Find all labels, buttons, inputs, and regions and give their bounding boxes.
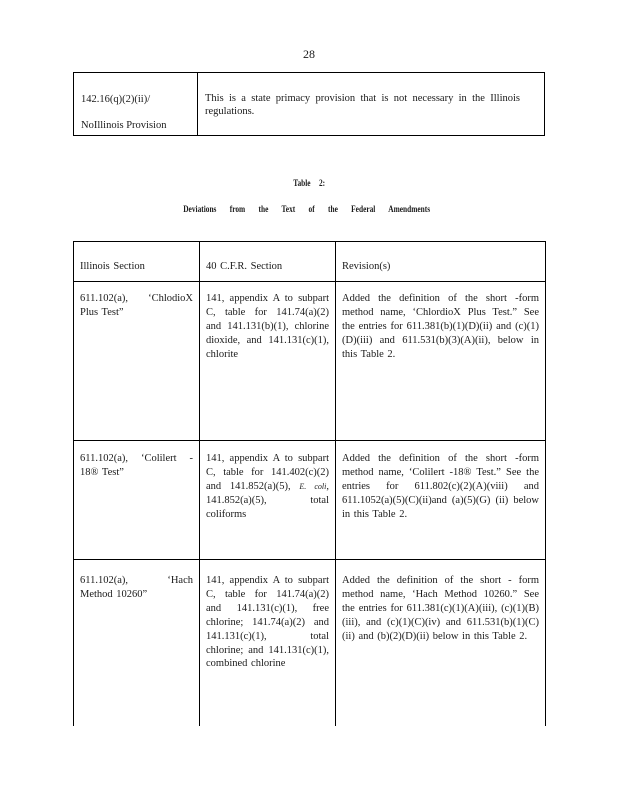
header-revisions: Revision(s) (336, 242, 546, 282)
page-number: 28 (303, 47, 315, 61)
illinois-section-cell: 611.102(a), ‘ChlodioX Plus Test” (74, 282, 200, 441)
table-header-row (74, 242, 546, 282)
top-table-section-line1: 142.16(q)(2)(ii)/ (81, 94, 151, 105)
cfr-section-cell: 141, appendix A to subpart C, table for 141.74(a)(2) and 141.131(b)(1), chlorine dioxide, and 141.131(c)(1), chlorite (200, 282, 336, 441)
table-row (74, 560, 546, 727)
top-table-section-line2: NoIllinois Provision (81, 120, 167, 131)
illinois-section-cell: 611.102(a), ‘Hach Method 10260” (74, 560, 200, 727)
table-title: Table 2: (293, 178, 326, 188)
cfr-section-cell: 141, appendix A to subpart C, table for 141.74(a)(2) and 141.131(c)(1), free chlorine; 141.74(a)(2) and 141.131(c)(1), total chlorine; and 141.131(c)(1), combined chlorine (200, 560, 336, 727)
cfr-text-part2: , 141.852(a)(5), total coliforms (206, 480, 329, 520)
top-table-note: This is a state primacy provision that is not necessary in the Illinois regulations. (205, 93, 520, 117)
cfr-section-cell (200, 441, 336, 560)
header-cfr-section: 40 C.F.R. Section (200, 242, 336, 282)
deviations-table (73, 241, 546, 726)
cfr-text-part1: 141, appendix A to subpart C, table for 141.402(c)(2) and 141.852(a)(5), (206, 453, 329, 492)
table-row (74, 282, 546, 441)
top-table-section-cell (74, 73, 198, 135)
revision-cell: Added the definition of the short -form method name, ‘ChlordioX Plus Test.” See the entries for 611.381(b)(1)(D)(ii) and (c)(1)(D)(iii) and 611.531(b)(3)(A)(ii), below in this Table 2. (336, 282, 546, 441)
table-row (74, 441, 546, 560)
revision-cell: Added the definition of the short - form method name, ‘Hach Method 10260.” See the entries for 611.381(c)(1)(A)(iii), (c)(1)(B)(iii), and (c)(1)(C)(iv) and 611.531(b)(1)(C)(ii) and (b)(2)(D)(ii) below in this Table 2. (336, 560, 546, 727)
header-illinois-section: Illinois Section (74, 242, 200, 282)
revision-cell: Added the definition of the short -form method name, ‘Colilert -18® Test.” See the entries for 611.802(c)(2)(A)(viii) and 611.1052(a)(5)(C)(ii)and (a)(5)(G) (ii) below in this Table 2. (336, 441, 546, 560)
top-table (73, 72, 545, 136)
cfr-text-italic: E. coli (299, 481, 327, 491)
table-subtitle: Deviations from the Text of the Federal Amendments (183, 204, 431, 214)
illinois-section-cell: 611.102(a), ‘Colilert - 18® Test” (74, 441, 200, 560)
